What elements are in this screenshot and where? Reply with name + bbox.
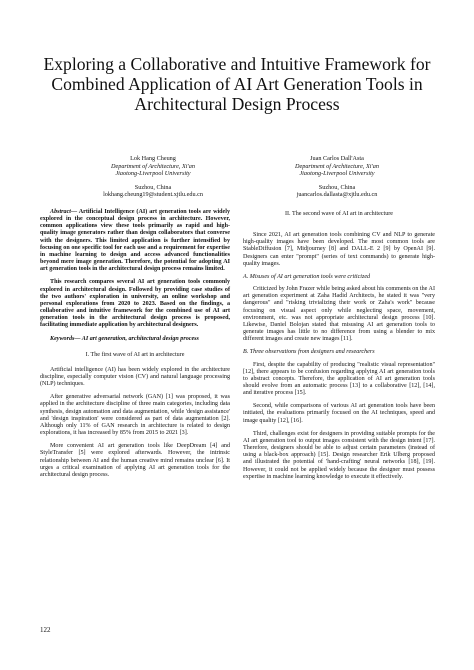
author-dept: Department of Architecture, Xi'an (295, 162, 379, 170)
left-column (40, 209, 230, 485)
abstract-paragraph: Abstract— Artificial Intelligence (AI) art generation tools are widely explored in the conceptual design process in architecture. However, common applications view these tools primarily as rapid and high-quality image generators rather than design collaborators that converse with the designers. This limited application is further intensified by focusing on one specific tool for each use and a requirement for expertise in machine learning to design and access advanced functionalities beyond mere image generation. Therefore, the potential for adopting AI art generation tools in the architectural design process remains limited. (40, 209, 231, 273)
abstract-label: Abstract (50, 209, 71, 215)
author-email: lokhang.cheung19@student.xjtlu.edu.cn (103, 191, 203, 199)
body-paragraph: First, despite the capability of producing "realistic visual representation" [12], there appears to be confusion regarding applying AI art generation tools to abstract concepts. Therefore, the application of AI art generation tools should evolve from an automatic process [13] to a collaborative [12], [14], and iterative process [15]. (243, 361, 435, 397)
subsection-heading-a: A. Misuses of AI art generation tools were criticized (243, 273, 371, 280)
author-dept: Department of Architecture, Xi'an (111, 162, 195, 170)
keywords-label: Keywords (50, 335, 75, 342)
section-heading-1: I. The first wave of AI art in architecture (85, 351, 185, 358)
paper-title: Exploring a Collaborative and Intuitive Framework for Combined Application of AI Art Generation Tools in Architectural Design Process (43, 54, 431, 114)
author-email: juancarlos.dallasta@xjtlu.edu.cn (296, 191, 378, 199)
author-university: Jiaotong-Liverpool University (115, 170, 191, 178)
body-paragraph: Second, while comparisons of various AI art generation tools have been initiated, the evaluations primarily focused on the AI techniques, speed and image quality [12], [16]. (243, 403, 435, 424)
author-block-2 (262, 155, 412, 199)
author-name: Juan Carlos Dall'Asta (310, 155, 364, 162)
author-block-1 (78, 155, 228, 199)
author-name: Lok Hang Cheung (130, 155, 176, 162)
body-paragraph: Criticized by John Frazer while being asked about his comments on the AI art generation experiment at Zaha Hadid Architects, he stated it was "very dangerous" and "risking trivializing their work or Zaha's work" because focusing on visual aspect only while neglecting space, movement, environment, etc. was not appropriate architectural design process [10]. Likewise, Daniel Bolojan stated that misusing AI art generation tools to generate images has little to no difference from using a blender to mix different images and create new images [11]. (243, 286, 435, 343)
right-column (243, 209, 435, 487)
body-paragraph: Artificial intelligence (AI) has been widely explored in the architecture discipline, especially computer vision (CV) and natural language processing (NLP) techniques. (40, 366, 230, 388)
body-paragraph: Third, challenges exist for designers in providing suitable prompts for the AI art generation tool to output images consistent with the design intent [17]. Therefore, designers should be able to adjust certain parameters (instead of using a black-box approach) [15]. Design researcher Erik Ulberg proposed and illustrated the potential of 'hand-crafting' neural networks [18], [19]. However, it could not be applied widely because the designer must possess expertise in machine learning knowledge to execute it effectively. (243, 430, 435, 480)
author-city: Suzhou, China (318, 183, 356, 191)
page-number: 122 (40, 626, 51, 634)
body-paragraph: Since 2021, AI art generation tools combining CV and NLP to generate high-quality images have been developed. The most common tools are StableDiffusion [7], Midjourney [8] and DALL-E 2 [9] by OpenAI [9]. Designers can enter "prompt" (series of text commands) to generate high-quality images. (243, 232, 435, 267)
abstract-paragraph-2: This research compares several AI art generation tools commonly explored in architectural design. Followed by providing case studies of the two authors' exploration in university, an online workshop and personal explorations from 2020 to 2023. Based on the findings, a collaborative and intuitive framework for the combined use of AI art generation tools in the architectural design process is proposed, facilitating immediate application by architectural designers. (40, 279, 230, 329)
abstract-text: Artificial Intelligence (AI) art generation tools are widely explored in the conceptual design process in architecture. However, common applications view these tools primarily as rapid and high-quality image generators rather than design collaborators that converse with the designers. This limited application is further intensified by focusing on one specific tool for each use and a requirement for expertise in machine learning to design and access advanced functionalities beyond mere image generation. Therefore, the potential for adopting AI art generation tools in the architectural design process remains limited. (40, 209, 231, 273)
body-paragraph: More convenient AI art generation tools like DeepDream [4] and StyleTransfer [5] were explored afterwards. However, the intrinsic relationship between AI and the human creative mind remains unclear [6]. It urges a critical examination of applying AI art generation tools for the architectural design process. (40, 443, 230, 478)
section-heading-2: II. The second wave of AI art in architecture (284, 211, 393, 217)
author-university: Jiaotong-Liverpool University (299, 170, 375, 178)
keywords-line: Keywords— AI art generation, architectural design process (50, 335, 199, 342)
subsection-heading-b: B. Three observations from designers and researchers (243, 349, 375, 356)
keywords-text: AI art generation, architectural design process (81, 335, 199, 342)
body-paragraph: After generative adversarial network (GAN) [1] was proposed, it was applied in the architecture discipline of three main categories, including data synthesis, design automation and data augmentation, while 'design assistance' and 'design inspiration' were considered as part of data augmentation [2]. Although only 11% of GAN research in architecture is related to design explorations, it has increased by 85% from 2015 to 2021 [3]. (40, 394, 230, 437)
author-city: Suzhou, China (134, 183, 172, 191)
